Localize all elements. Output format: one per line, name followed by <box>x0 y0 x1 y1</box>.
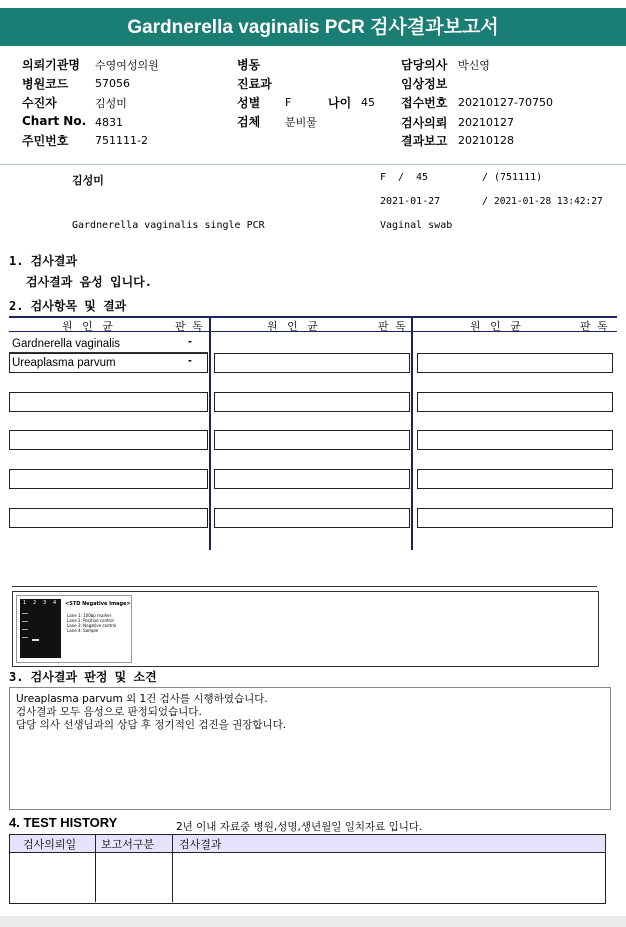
history-header-report-type <box>95 834 174 853</box>
label-receipt-no: 접수번호 <box>401 96 448 110</box>
value-report-date: 20210128 <box>458 134 514 147</box>
patient-age: 45 <box>416 172 429 183</box>
history-header-label: 검사의뢰일 <box>23 838 77 851</box>
patient-slash-3: / <box>482 196 489 207</box>
value-institution: 수영여성의원 <box>95 59 159 72</box>
test-name: Gardnerella vaginalis single PCR <box>72 220 265 231</box>
label-request-date: 검사의뢰 <box>401 116 448 130</box>
label-age: 나이 <box>328 96 352 110</box>
patient-name: 김성미 <box>72 174 104 187</box>
label-chart-no: Chart No. <box>22 114 87 128</box>
value-request-date: 20210127 <box>458 116 514 129</box>
specimen-name: Vaginal swab <box>380 220 453 231</box>
col-header-judge-3: 판 독 <box>580 320 608 333</box>
gel-legend-1: Lane 1: 100bp marker <box>67 613 112 618</box>
label-specimen: 검체 <box>237 115 261 129</box>
gel-legend-2: Lane 2: Positive control <box>67 618 114 623</box>
section4-title: 4. TEST HISTORY <box>9 815 118 830</box>
table-cell <box>417 430 613 450</box>
gel-band <box>22 621 28 622</box>
value-age: 45 <box>361 96 375 109</box>
section1-result: 검사결과 음성 입니다. <box>26 275 153 289</box>
table-cell <box>417 508 613 528</box>
gel-area-rule <box>12 586 597 587</box>
gel-lane-label: 3 <box>43 600 47 606</box>
section1-title: 1. 검사결과 <box>9 254 78 268</box>
patient-sex: F <box>380 172 387 183</box>
gel-legend-3: Lane 3: Negative control <box>67 623 117 628</box>
history-body <box>9 852 606 904</box>
item-name-2: Ureaplasma parvum <box>12 357 116 369</box>
table-cell <box>9 430 208 450</box>
gel-lane-label: 2 <box>33 600 37 606</box>
gel-legend-4: Lane 4: Sample <box>67 628 99 633</box>
col-header-organism-3: 원 인 균 <box>470 320 521 333</box>
value-receipt-no: 20210127-70750 <box>458 96 553 109</box>
col-header-organism-2: 원 인 균 <box>267 320 318 333</box>
history-header-result <box>172 834 606 853</box>
section3-title: 3. 검사결과 판정 및 소견 <box>9 670 157 684</box>
history-header-label: 보고서구분 <box>101 838 155 851</box>
table-cell <box>214 469 410 489</box>
history-header-label: 검사결과 <box>179 838 222 851</box>
col-header-judge-2: 판 독 <box>378 320 406 333</box>
table-cell <box>417 392 613 412</box>
patient-birth: (751111) <box>494 172 543 183</box>
opinion-line-3: 담당 의사 선생님과의 상담 후 정기적인 검진을 권장합니다. <box>16 719 287 731</box>
patient-slash-1: / <box>398 172 405 183</box>
label-sex: 성별 <box>237 96 261 110</box>
label-institution: 의뢰기관명 <box>22 58 80 72</box>
date-reported: 2021-01-28 13:42:27 <box>494 196 603 207</box>
label-patient: 수진자 <box>22 96 57 110</box>
value-patient: 김성미 <box>95 97 127 110</box>
gel-image <box>20 599 61 658</box>
gel-image-panel <box>16 595 132 663</box>
table-cell <box>214 392 410 412</box>
label-department: 진료과 <box>237 77 272 91</box>
label-resident-no: 주민번호 <box>22 134 69 148</box>
label-ward: 병동 <box>237 58 261 72</box>
section2-title: 2. 검사항목 및 결과 <box>9 299 127 313</box>
history-col-divider-2 <box>172 852 173 902</box>
table-cell <box>214 353 410 373</box>
gel-band <box>32 639 39 641</box>
results-table-divider-1 <box>209 316 211 550</box>
value-chart-no: 4831 <box>95 116 123 129</box>
gel-band <box>22 637 28 638</box>
patient-slash-2: / <box>482 172 489 183</box>
gel-band <box>22 629 28 630</box>
opinion-line-2: 검사결과 모두 음성으로 판정되었습니다. <box>16 706 202 718</box>
item-name-1: Gardnerella vaginalis <box>12 338 121 350</box>
table-cell <box>417 469 613 489</box>
table-cell <box>214 508 410 528</box>
gel-lane-label: 1 <box>23 600 27 606</box>
header-divider <box>0 164 626 165</box>
label-doctor: 담당의사 <box>401 58 448 72</box>
table-cell <box>9 508 208 528</box>
value-doctor: 박신영 <box>458 59 490 72</box>
table-cell <box>9 469 208 489</box>
col-header-judge-1: 판 독 <box>175 320 203 333</box>
value-specimen: 분비물 <box>285 116 317 129</box>
history-header-request-date <box>9 834 97 853</box>
gel-title: <STD Negative Image> <box>65 601 131 607</box>
table-cell <box>214 430 410 450</box>
table-cell <box>417 353 613 373</box>
report-title: Gardnerella vaginalis PCR 검사결과보고서 <box>0 8 626 46</box>
gel-band <box>22 613 28 614</box>
label-clinical-info: 임상정보 <box>401 77 448 91</box>
results-table-divider-2 <box>411 316 413 550</box>
opinion-line-1: Ureaplasma parvum 외 1건 검사를 시행하였습니다. <box>16 693 268 705</box>
history-col-divider-1 <box>95 852 96 902</box>
table-cell <box>9 392 208 412</box>
value-resident-no: 751111-2 <box>95 134 148 147</box>
col-header-organism-1: 원 인 균 <box>62 320 113 333</box>
label-report-date: 결과보고 <box>401 134 448 148</box>
item-result-1: - <box>188 336 192 348</box>
item-result-2: - <box>188 355 192 367</box>
page-bottom-band <box>0 916 626 927</box>
section4-note: 2년 이내 자료중 병원,성명,생년월일 일치자료 입니다. <box>176 821 423 833</box>
value-hospital-code: 57056 <box>95 77 130 90</box>
gel-lane-label: 4 <box>53 600 57 606</box>
label-hospital-code: 병원코드 <box>22 77 69 91</box>
value-sex: F <box>285 96 292 109</box>
date-received: 2021-01-27 <box>380 196 441 207</box>
